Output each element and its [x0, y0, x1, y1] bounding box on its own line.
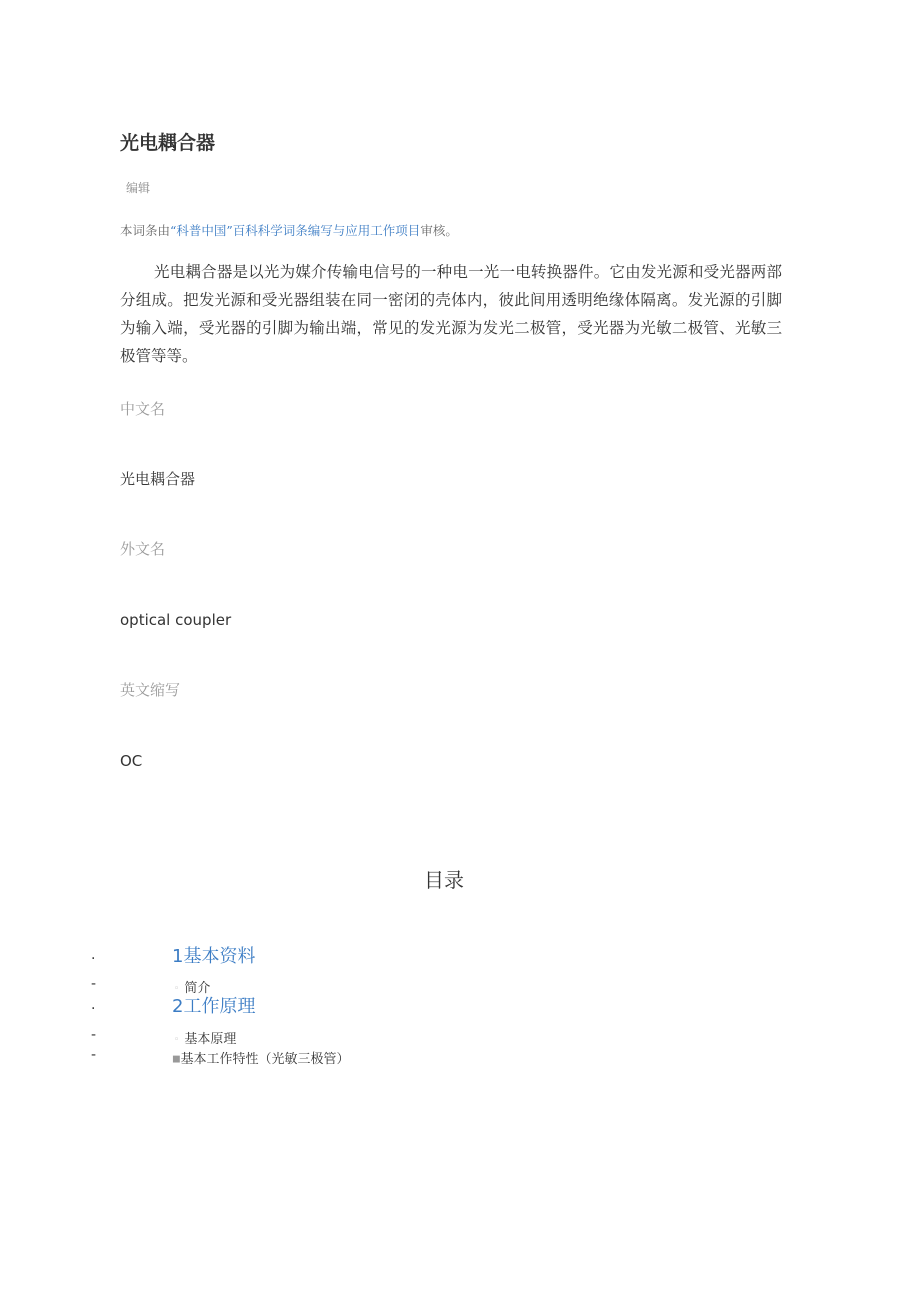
- edit-link[interactable]: 编辑: [126, 181, 151, 195]
- review-suffix: 审核。: [420, 223, 458, 238]
- review-note: [120, 221, 458, 239]
- toc-item-characteristics[interactable]: [172, 1048, 350, 1067]
- toc-marker-dash: -: [91, 976, 97, 992]
- abbr-label: 英文缩写: [120, 681, 181, 699]
- bullet-square-icon: ■: [172, 1054, 181, 1065]
- bullet-dot-icon: ◦: [174, 1034, 180, 1045]
- review-project-link[interactable]: “科普中国”百科科学词条编写与应用工作项目: [170, 223, 421, 238]
- toc-item-label: 基本工作特性（光敏三极管）: [180, 1052, 350, 1067]
- chinese-name-value: 光电耦合器: [120, 470, 196, 488]
- toc-marker-dot: .: [91, 947, 96, 963]
- toc-marker-dash: -: [91, 1027, 97, 1043]
- foreign-name-label: 外文名: [120, 540, 166, 558]
- toc-title: 目录: [424, 868, 464, 892]
- summary-paragraph: 光电耦合器是以光为媒介传输电信号的一种电一光一电转换器件。它由发光源和受光器两部分组成。把发光源和受光器组装在同一密闭的壳体内，彼此间用透明绝缘体隔离。发光源的引脚为输入端，受光器的引脚为输出端，常见的发光源为发光二极管，受光器为光敏二极管、光敏三极管等等。: [120, 263, 782, 365]
- article-title: 光电耦合器: [120, 132, 216, 154]
- toc-item-label: 简介: [184, 981, 211, 996]
- toc-section-working-principle[interactable]: 2工作原理: [172, 996, 256, 1017]
- foreign-name-value: optical coupler: [120, 611, 232, 629]
- review-prefix: 本词条由: [120, 223, 171, 238]
- toc-item-basic-principle[interactable]: [174, 1028, 236, 1047]
- chinese-name-label: 中文名: [120, 400, 166, 418]
- toc-marker-dash: -: [91, 1047, 97, 1063]
- bullet-dot-icon: ◦: [174, 983, 180, 994]
- toc-marker-dot: .: [91, 997, 96, 1013]
- toc-item-label: 基本原理: [184, 1032, 237, 1047]
- toc-section-basic-info[interactable]: 1基本资料: [172, 946, 256, 967]
- abbr-value: OC: [120, 752, 143, 770]
